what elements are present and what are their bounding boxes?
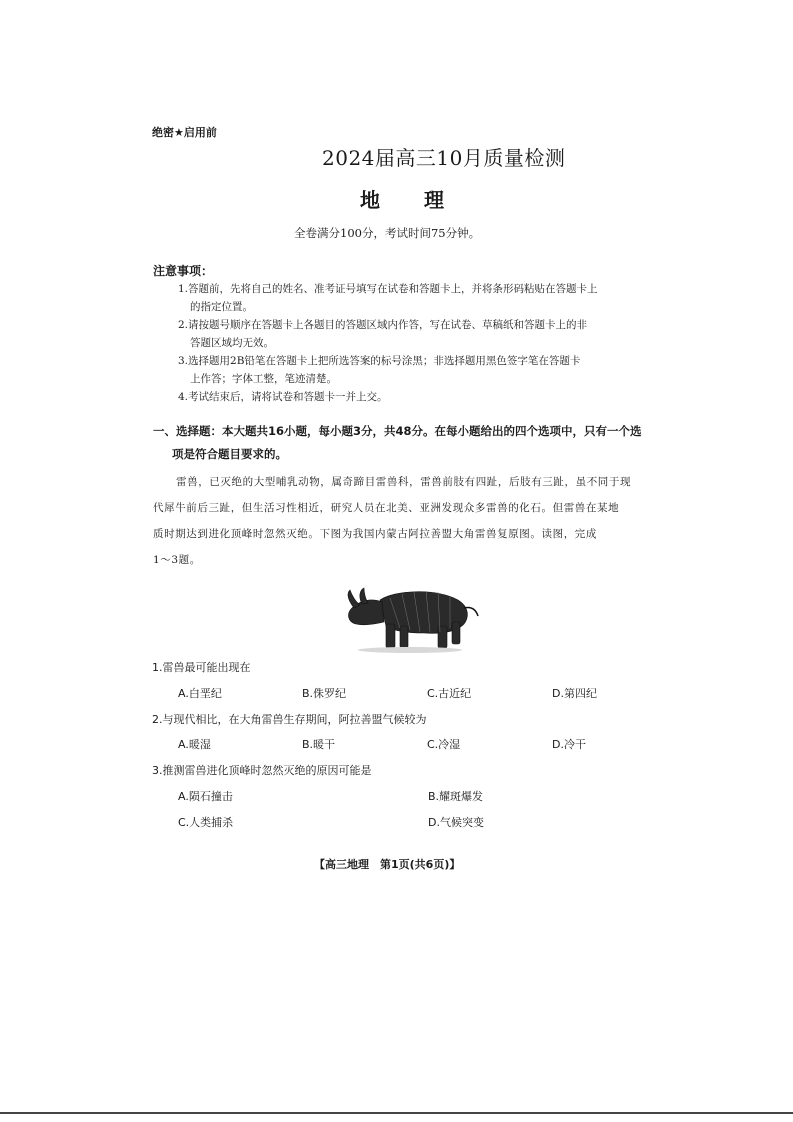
scan-edge-line	[0, 1112, 793, 1114]
page-footer: 【高三地理 第1页(共6页)】	[314, 858, 461, 871]
question-stem: 3.推测雷兽进化顶峰时忽然灭绝的原因可能是	[152, 764, 372, 777]
passage-line: 雷兽，已灭绝的大型哺乳动物，属奇蹄目雷兽科，雷兽前肢有四趾，后肢有三趾，虽不同于现	[176, 476, 632, 488]
option-a: A.暖湿	[178, 738, 211, 751]
brontothere-illustration	[340, 578, 480, 656]
option-d: D.冷干	[552, 738, 586, 751]
option-a: A.白垩纪	[178, 687, 222, 700]
option-d: D.气候突变	[428, 816, 484, 829]
passage-line: 质时期达到进化顶峰时忽然灭绝。下图为我国内蒙古阿拉善盟大角雷兽复原图。读图，完成	[153, 528, 597, 540]
option-a: A.陨石撞击	[178, 790, 233, 803]
note-line: 4.考试结束后，请将试卷和答题卡一并上交。	[178, 391, 388, 403]
exam-info: 全卷满分100分，考试时间75分钟。	[294, 226, 481, 240]
page-title: 2024届高三10月质量检测	[322, 146, 566, 170]
note-line: 答题区域均无效。	[190, 337, 274, 349]
notes-heading: 注意事项：	[153, 264, 214, 278]
option-c: C.人类捕杀	[178, 816, 234, 829]
question-stem: 1.雷兽最可能出现在	[152, 661, 251, 674]
passage-line: 1～3题。	[153, 554, 201, 566]
section-heading-cont: 项是符合题目要求的。	[172, 447, 287, 461]
secret-label: 绝密★启用前	[152, 126, 217, 139]
option-b: B.耀斑爆发	[428, 790, 484, 803]
note-line: 上作答；字体工整，笔迹清楚。	[190, 373, 337, 385]
question-stem: 2.与现代相比，在大角雷兽生存期间，阿拉善盟气候较为	[152, 713, 427, 726]
option-b: B.暖干	[302, 738, 336, 751]
note-line: 3.选择题用2B铅笔在答题卡上把所选答案的标号涂黑；非选择题用黑色签字笔在答题卡	[178, 355, 581, 367]
note-line: 2.请按题号顺序在答题卡上各题目的答题区域内作答，写在试卷、草稿纸和答题卡上的非	[178, 319, 588, 331]
passage-line: 代犀牛前后三趾，但生活习性相近，研究人员在北美、亚洲发现众多雷兽的化石。但雷兽在某地	[153, 502, 620, 514]
note-line: 的指定位置。	[190, 301, 253, 313]
option-d: D.第四纪	[552, 687, 597, 700]
note-line: 1.答题前，先将自己的姓名、准考证号填写在试卷和答题卡上，并将条形码粘贴在答题卡上	[178, 283, 598, 295]
option-b: B.侏罗纪	[302, 687, 347, 700]
subject-title: 地理	[360, 188, 488, 212]
section-heading: 一、选择题：本大题共16小题，每小题3分，共48分。在每小题给出的四个选项中，只有一个选	[153, 424, 642, 438]
option-c: C.古近纪	[427, 687, 472, 700]
option-c: C.冷湿	[427, 738, 461, 751]
